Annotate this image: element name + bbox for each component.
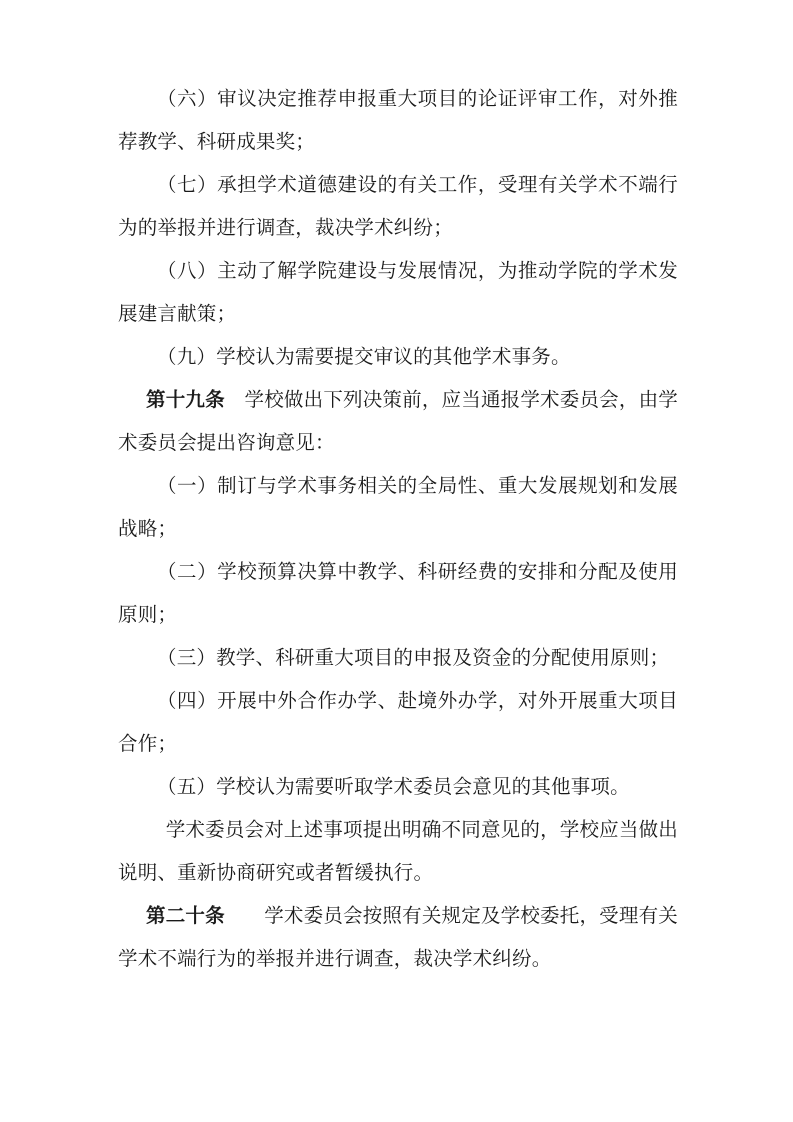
paragraph-sub-item-5: （五）学校认为需要听取学术委员会意见的其他事项。	[157, 777, 630, 798]
article-number: 第十九条	[146, 390, 225, 411]
document-body	[118, 78, 678, 981]
paragraph-item-9: （九）学校认为需要提交审议的其他学术事务。	[157, 347, 571, 368]
paragraph-text: 学校做出下列决策前，应当通报学术委员会，由学术委员会提出咨询意见：	[118, 390, 678, 454]
paragraph-item-7: （七）承担学术道德建设的有关工作，受理有关学术不端行为的举报并进行调查，裁决学术纠纷；	[118, 175, 678, 239]
paragraph-item-8: （八）主动了解学院建设与发展情况，为推动学院的学术发展建言献策；	[118, 261, 678, 325]
paragraph-text: 学术委员会按照有关规定及学校委托，受理有关学术不端行为的举报并进行调查，裁决学术纠纷。	[118, 906, 678, 970]
paragraph-article-20	[118, 895, 678, 981]
paragraph-article-19	[118, 379, 678, 465]
article-number: 第二十条	[146, 906, 225, 927]
paragraph-sub-item-3: （三）教学、科研重大项目的申报及资金的分配使用原则；	[157, 648, 670, 669]
paragraph-item-6: （六）审议决定推荐申报重大项目的论证评审工作，对外推荐教学、科研成果奖；	[118, 89, 678, 153]
paragraph-sub-item-4: （四）开展中外合作办学、赴境外办学，对外开展重大项目合作；	[118, 691, 678, 755]
paragraph-closing-note: 学术委员会对上述事项提出明确不同意见的，学校应当做出说明、重新协商研究或者暂缓执行。	[118, 820, 678, 884]
paragraph-sub-item-2: （二）学校预算决算中教学、科研经费的安排和分配及使用原则；	[118, 562, 678, 626]
paragraph-sub-item-1: （一）制订与学术事务相关的全局性、重大发展规划和发展战略；	[118, 476, 678, 540]
